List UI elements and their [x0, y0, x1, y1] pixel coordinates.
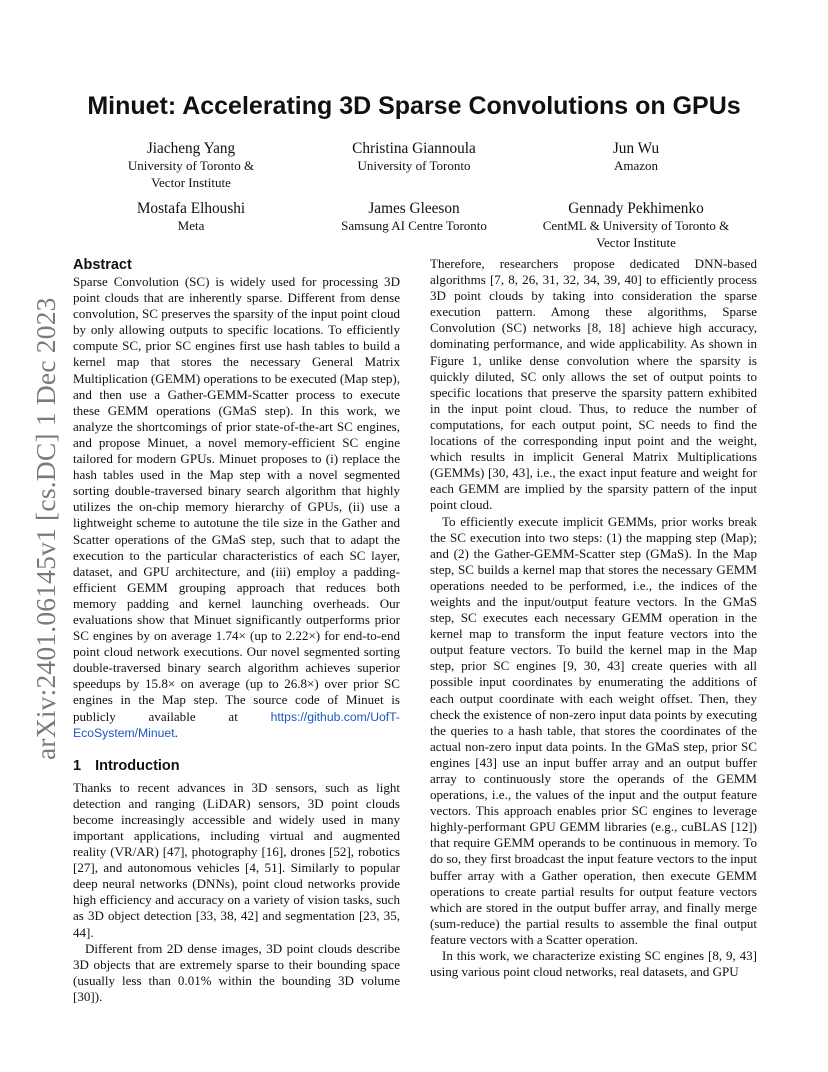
paragraph: Different from 2D dense images, 3D point clouds describe 3D objects that are extremely sparse to their bounding space (usually less than 0.01% within the bounding 3D volume [30]).: [73, 940, 400, 1004]
author-affiliation: University of Toronto: [357, 158, 471, 173]
source-code-link[interactable]: https://github.com/UofT-EcoSystem/Minuet: [73, 709, 400, 740]
author-affiliation: University of Toronto &: [127, 158, 255, 173]
paragraph: Therefore, researchers propose dedicated DNN-based algorithms [7, 8, 26, 31, 32, 34, 39, 40] to efficiently process 3D point clouds by taking into consideration the sparse execution pattern. Among these algorithms, Sparse Convolution (SC) networks [8, 18] achieve high accuracy, dominating performance, and wide applicability. As shown in Figure 1, unlike dense convolution where the sparsity is quickly diluted, SC only allows the set of output points to specific locations that preserve the sparsity pattern exhibited in the input point cloud. Thus, to reduce the number of computations, for each output point, SC needs to find the locations of the corresponding input point and the weight, which results in implicit General Matrix Multiplications (GEMMs) [30, 43], i.e., the exact input feature and weight for each GEMM are implied by the sparsity pattern of the input point cloud.: [430, 256, 757, 513]
abstract-heading: Abstract: [73, 257, 132, 273]
author-affiliation: Vector Institute: [151, 174, 231, 190]
author-name: James Gleeson: [368, 200, 460, 217]
abstract-text: [73, 274, 400, 741]
author-block: [71, 199, 311, 235]
section-heading: [73, 757, 400, 775]
author-block: [294, 199, 534, 235]
paper-title: Minuet: Accelerating 3D Sparse Convolutions on GPUs: [87, 92, 741, 120]
author-name: Gennady Pekhimenko: [568, 200, 704, 217]
introduction-section: [73, 757, 400, 1005]
arxiv-identifier: arXiv:2401.06145v1 [cs.DC] 1 Dec 2023: [30, 297, 61, 760]
author-block: [516, 139, 756, 175]
author-name: Christina Giannoula: [352, 140, 476, 157]
author-name: Jun Wu: [612, 140, 660, 157]
paragraph: Thanks to recent advances in 3D sensors, such as light detection and ranging (LiDAR) sensors, 3D point clouds become increasingly accessible and widely used in many important applications, including virtual and augmented reality (VR/AR) [47], photography [16], drones [52], robotics [27], and autonomous vehicles [4, 51]. Similarly to popular deep neural networks (DNNs), point cloud networks provide high efficiency and accuracy on a variety of vision tasks, such as 3D object detection [33, 38, 42] and segmentation [23, 35, 44].: [73, 779, 400, 940]
author-block: [71, 139, 311, 191]
section-title: Introduction: [95, 757, 180, 774]
left-column: [73, 256, 400, 1005]
abstract-body: Sparse Convolution (SC) is widely used for processing 3D point clouds that are inherently sparse. Different from dense convolution, SC preserves the sparsity of the input point cloud by only allowing outputs to specific locations. To efficiently compute SC, prior SC engines first use hash tables to build a kernel map that stores the necessary General Matrix Multiplication (GEMM) operations to be executed (Map step), and then use a Gather-GEMM-Scatter process to execute these GEMM operations (GMaS step). In this work, we analyze the shortcomings of prior state-of-the-art SC engines, and propose Minuet, a novel memory-efficient SC engine tailored for modern GPUs. Minuet proposes to (i) replace the hash tables used in the Map step with a novel segmented sorting double-traversed binary search algorithm that highly utilizes the on-chip memory hierarchy of GPUs, (ii) use a lightweight scheme to autotune the tile size in the Gather and Scatter operations of the GMaS step, such that to adapt the execution to the particular characteristics of each SC layer, dataset, and GPU architecture, and (iii) employ a padding-efficient GEMM grouping approach that reduces both memory padding and kernel launching overheads. Our evaluations show that Minuet significantly outperforms prior SC engines by on average 1.74× (up to 2.22×) for end-to-end point cloud network executions. Our novel segmented sorting double-traversed binary search algorithm achieves superior speedups by 15.8× on average (up to 26.8×) over prior SC engines in the Map step. The source code of Minuet is publicly available at: [73, 274, 400, 724]
author-affiliation: CentML & University of Toronto &: [542, 218, 730, 233]
paragraph: In this work, we characterize existing SC engines [8, 9, 43] using various point cloud networks, real datasets, and GPU: [430, 948, 757, 980]
author-affiliation: Samsung AI Centre Toronto: [341, 218, 487, 233]
author-block: [294, 139, 534, 175]
right-column: [430, 256, 757, 980]
paragraph: To efficiently execute implicit GEMMs, prior works break the SC execution into two steps: (1) the mapping step (Map); and (2) the Gather-GEMM-Scatter step (GMaS). In the Map step, SC builds a kernel map that stores the necessary GEMM operations needed to be performed, i.e., the indices of the weights and the input/output feature vectors. In the GMaS step, SC executes each necessary GEMM operation in the kernel map to transform the input feature vectors into the output feature vectors. To build the kernel map in the Map step, prior SC engines [9, 30, 43] create queries with all possible input coordinates by enumerating the additions of each output coordinate with each weight offset. Then, they check the existence of non-zero input data points by executing the queries to a hash table, that stores the coordinates of the actual non-zero input data points. In the GMaS step, prior SC engines [43] use an input buffer array and an output buffer array to continuously store the operands of the GEMM operations, i.e., the values of the input and the output feature vectors. This approach enables prior SC engines to leverage highly-performant GPU GEMM libraries (e.g., cuBLAS [12]) that require GEMM operands to be continuous in memory. To do so, they first broadcast the input feature vectors to the input buffer array with a Gather operation, then execute GEMM operations to create partial results for output feature vectors which are stored in the output buffer array, and finally merge (sum-reduce) the partial results to assemble the final output feature vectors with a Scatter operation.: [430, 513, 757, 947]
section-number: 1: [73, 757, 82, 774]
author-affiliation: Amazon: [613, 158, 659, 173]
author-block: [516, 199, 756, 251]
abstract-end: .: [174, 724, 178, 740]
author-name: Mostafa Elhoushi: [136, 200, 246, 217]
author-affiliation: Meta: [177, 218, 205, 233]
author-name: Jiacheng Yang: [146, 140, 236, 157]
author-affiliation: Vector Institute: [596, 234, 676, 250]
